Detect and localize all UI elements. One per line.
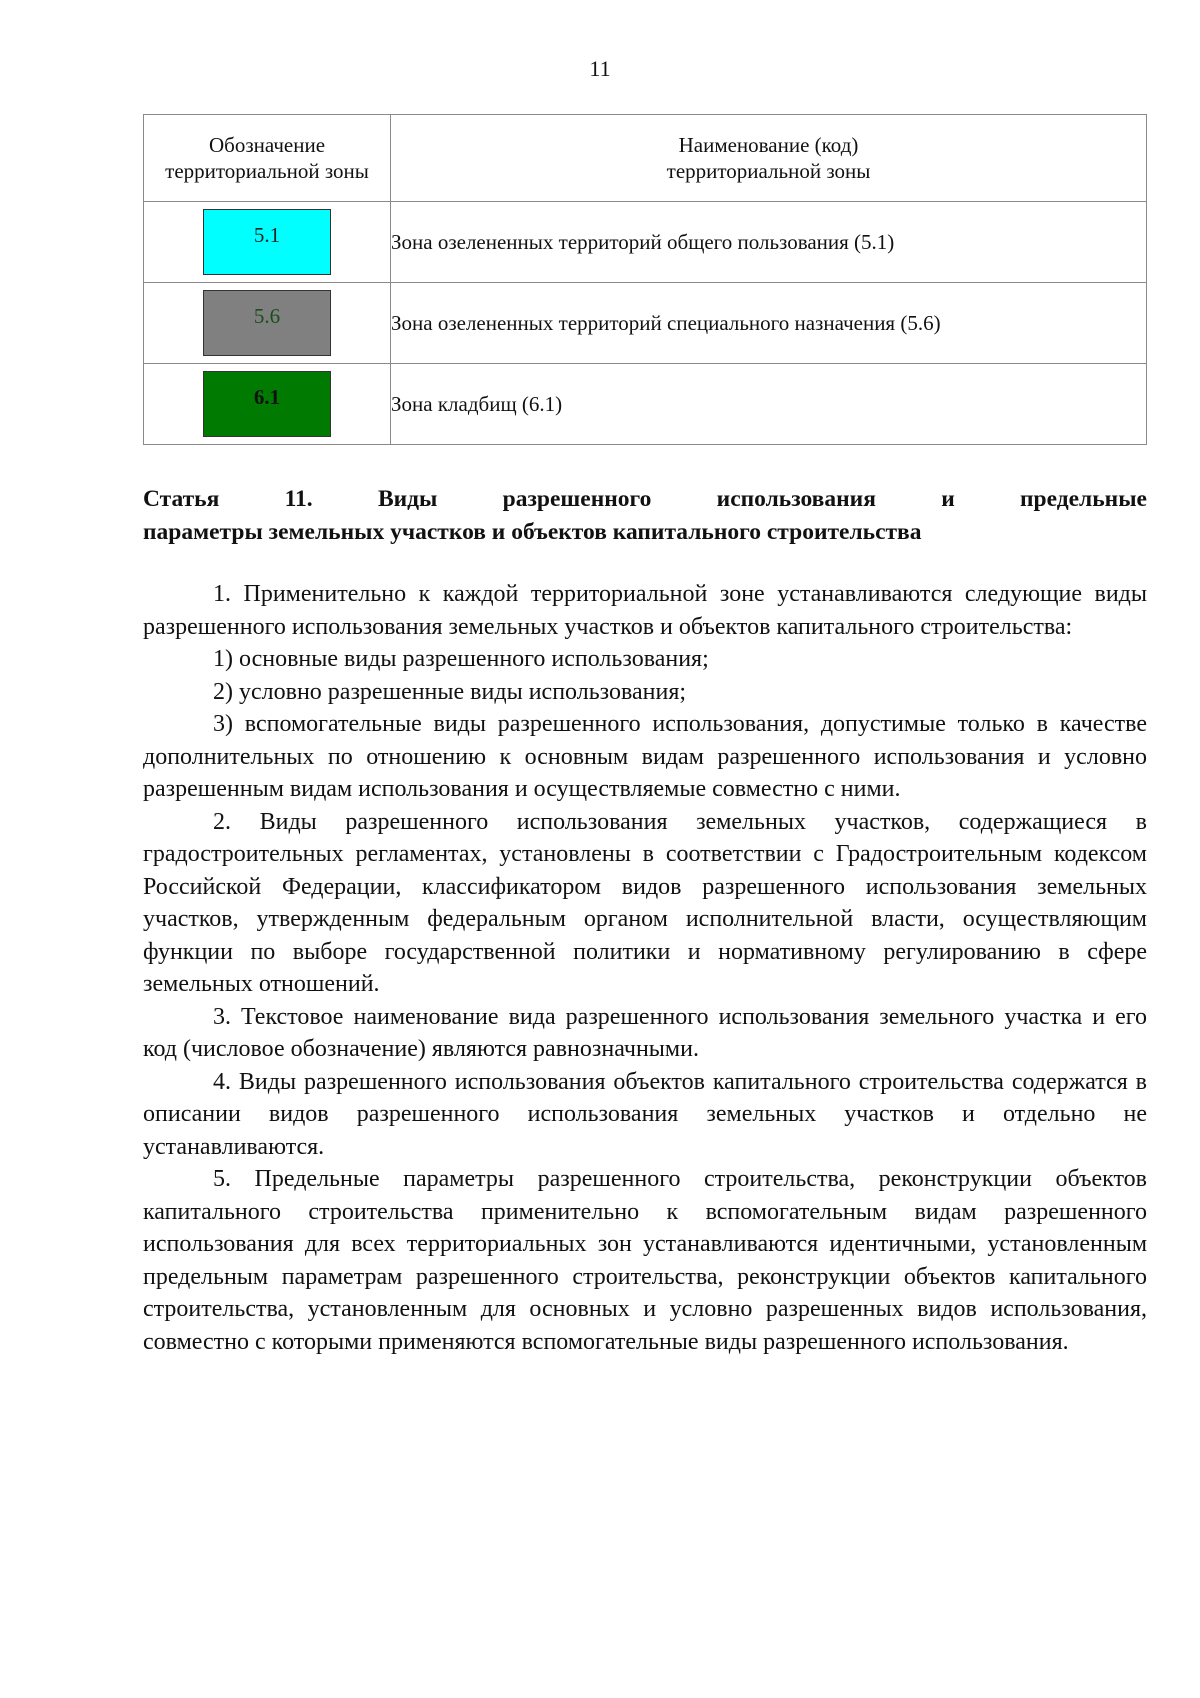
article-body	[143, 578, 1147, 1358]
zone-code-cell	[144, 202, 391, 283]
zones-table	[143, 114, 1147, 445]
table-header-row	[144, 115, 1147, 202]
zone-swatch-5-6: 5.6	[203, 290, 331, 356]
paragraph: 2. Виды разрешенного использования земельных участков, содержащиеся в градостроительных регламентах, установлены в соответствии с Градостроительным кодексом Российской Федерации, классификатором видов разрешенного использования земельных участков, утвержденным федеральным органом исполнительной власти, осуществляющим функции по выборе государственной политики и нормативному регулированию в сфере земельных отношений.	[143, 808, 1147, 997]
header-name	[391, 115, 1147, 202]
paragraph: 3. Текстовое наименование вида разрешенного использования земельного участка и его код (числовое обозначение) являются равнозначными.	[143, 1003, 1147, 1062]
zone-swatch-6-1: 6.1	[203, 371, 331, 437]
zone-name: Зона озелененных территорий общего пользования (5.1)	[391, 202, 1147, 283]
zone-code-cell	[144, 364, 391, 445]
paragraph: 4. Виды разрешенного использования объектов капитального строительства содержатся в описании видов разрешенного использования земельных участков и отдельно не устанавливаются.	[143, 1068, 1147, 1160]
table-row	[144, 202, 1147, 283]
paragraph: 3) вспомогательные виды разрешенного использования, допустимые только в качестве дополнительных по отношению к основным видам разрешенного использования и условно разрешенным видам использования и осуществляемые совместно с ними.	[143, 711, 1147, 802]
zone-name: Зона кладбищ (6.1)	[391, 364, 1147, 445]
paragraph: 5. Предельные параметры разрешенного строительства, реконструкции объектов капитального строительства применительно к вспомогательным видам разрешенного использования для всех территориальных зон устанавливаются идентичными, установленным предельным параметрам разрешенного строительства, реконструкции объектов капитального строительства, установленным для основных и условно разрешенных видов использования, совместно с которыми применяются вспомогательные виды разрешенного использования.	[143, 1166, 1147, 1355]
article-title	[143, 483, 1147, 549]
header-name-line2: территориальной зоны	[666, 159, 871, 183]
zone-swatch-5-1: 5.1	[203, 209, 331, 275]
zone-name: Зона озелененных территорий специального назначения (5.6)	[391, 283, 1147, 364]
article-title-line1: Статья 11. Виды разрешенного использования и предельные	[143, 486, 1147, 512]
zone-code-cell	[144, 283, 391, 364]
table-row	[144, 364, 1147, 445]
table-row	[144, 283, 1147, 364]
header-code-text: Обозначение территориальной зоны	[165, 133, 369, 183]
paragraph: 1) основные виды разрешенного использования;	[213, 646, 709, 672]
header-name-line1: Наименование (код)	[678, 133, 859, 157]
paragraph: 2) условно разрешенные виды использования;	[213, 678, 687, 705]
page-number: 11	[589, 56, 611, 81]
article-title-line2: параметры земельных участков и объектов капитального строительства	[143, 519, 922, 545]
paragraph: 1. Применительно к каждой территориальной зоне устанавливаются следующие виды разрешенного использования земельных участков и объектов капитального строительства:	[143, 581, 1147, 640]
header-code	[144, 115, 391, 202]
